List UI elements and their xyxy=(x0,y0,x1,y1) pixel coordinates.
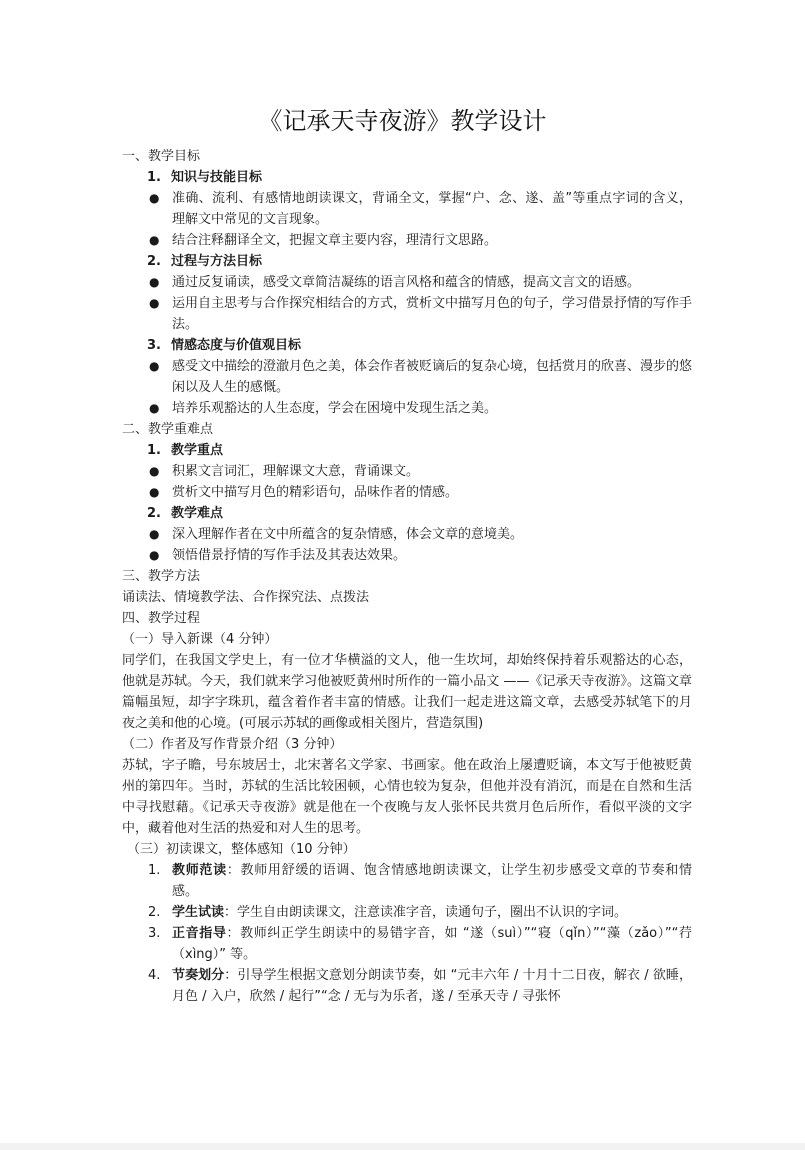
bullet-icon: ● xyxy=(149,527,160,541)
list-item: ● 结合注释翻译全文，把握文章主要内容，理清行文思路。 xyxy=(122,230,692,251)
section-heading-process: 四、教学过程 xyxy=(122,611,201,626)
phase-heading-first-reading: （三）初读课文，整体感知（10 分钟） xyxy=(127,842,356,857)
step-item: 3. 正音指导：教师纠正学生朗读中的易错字音，如 “遂（suì）”“寝（qǐn）”“藻（zǎo）”“荇（xìng）” 等。 xyxy=(148,926,692,962)
subheading-focus: 1. 教学重点 xyxy=(147,443,224,458)
methods-text: 诵读法、情境教学法、合作探究法、点拨法 xyxy=(122,590,370,605)
bullet-icon: ● xyxy=(149,548,160,562)
list-item: ● 通过反复诵读，感受文章简洁凝练的语言风格和蕴含的情感，提高文言文的语感。 xyxy=(122,272,692,293)
section-heading-objectives: 一、教学目标 xyxy=(122,149,201,164)
document-body xyxy=(122,146,692,1007)
bullet-icon: ● xyxy=(149,485,160,499)
bullet-icon: ● xyxy=(149,401,160,415)
section-heading-methods: 三、教学方法 xyxy=(122,569,201,584)
background-paragraph: 苏轼，字子瞻，号东坡居士，北宋著名文学家、书画家。他在政治上屡遭贬谪，本文写于他被贬黄州的第四年。当时，苏轼的生活比较困顿，心情也较为复杂，但他并没有消沉，而是在自然和生活中寻找慰藉。《记承天寺夜游》就是他在一个夜晚与友人张怀民共赏月色后所作，看似平淡的文字中，藏着他对生活的热爱和对人生的思考。 xyxy=(122,758,692,836)
subheading-knowledge: 1. 知识与技能目标 xyxy=(147,170,263,185)
intro-paragraph: 同学们，在我国文学史上，有一位才华横溢的文人，他一生坎坷，却始终保持着乐观豁达的心态，他就是苏轼。今天，我们就来学习他被贬黄州时所作的一篇小品文 ——《记承天寺夜游》。这篇文章篇幅虽短，却字字珠玑，蕴含着作者丰富的情感。让我们一起走进这篇文章，去感受苏轼笔下的月夜之美和他的心境。(可展示苏轼的画像或相关图片，营造氛围) xyxy=(122,653,692,731)
subheading-values: 3. 情感态度与价值观目标 xyxy=(147,338,302,353)
subheading-difficulty: 2. 教学难点 xyxy=(147,506,224,521)
section-heading-key-points: 二、教学重难点 xyxy=(122,422,214,437)
subheading-process: 2. 过程与方法目标 xyxy=(147,254,263,269)
list-item: ● 积累文言词汇，理解课文大意，背诵课文。 xyxy=(122,461,692,482)
list-item: ● 领悟借景抒情的写作手法及其表达效果。 xyxy=(122,545,692,566)
bullet-icon: ● xyxy=(149,191,160,205)
document-title: 《记承天寺夜游》教学设计 xyxy=(258,107,547,135)
step-item: 1. 教师范读：教师用舒缓的语调、饱含情感地朗读课文，让学生初步感受文章的节奏和情感。 xyxy=(148,863,692,899)
list-item: ● 准确、流利、有感情地朗读课文，背诵全文，掌握“户、念、遂、盖”等重点字词的含义，理解文中常见的文言现象。 xyxy=(122,188,692,230)
bullet-icon: ● xyxy=(149,296,160,310)
phase-heading-intro: （一）导入新课（4 分钟） xyxy=(122,632,278,647)
list-item: ● 感受文中描绘的澄澈月色之美，体会作者被贬谪后的复杂心境，包括赏月的欣喜、漫步的悠闲以及人生的感慨。 xyxy=(122,356,692,398)
step-item: 4. 节奏划分：引导学生根据文意划分朗读节奏，如 “元丰六年 / 十月十二日夜，解衣 / 欲睡，月色 / 入户，欣然 / 起行”“念 / 无与为乐者，遂 / 至承天寺 / 寻张怀 xyxy=(148,968,692,1004)
list-item: ● 深入理解作者在文中所蕴含的复杂情感，体会文章的意境美。 xyxy=(122,524,692,545)
phase-heading-background: （二）作者及写作背景介绍（3 分钟） xyxy=(122,737,343,752)
bullet-icon: ● xyxy=(149,233,160,247)
bullet-icon: ● xyxy=(149,275,160,289)
list-item: ● 赏析文中描写月色的精彩语句，品味作者的情感。 xyxy=(122,482,692,503)
step-item: 2. 学生试读：学生自由朗读课文，注意读准字音，读通句子，圈出不认识的字词。 xyxy=(148,905,628,920)
list-item: ● 运用自主思考与合作探究相结合的方式，赏析文中描写月色的句子，学习借景抒情的写作手法。 xyxy=(122,293,692,335)
bullet-icon: ● xyxy=(149,464,160,478)
list-item: ● 培养乐观豁达的人生态度，学会在困境中发现生活之美。 xyxy=(122,398,692,419)
bullet-icon: ● xyxy=(149,359,160,373)
